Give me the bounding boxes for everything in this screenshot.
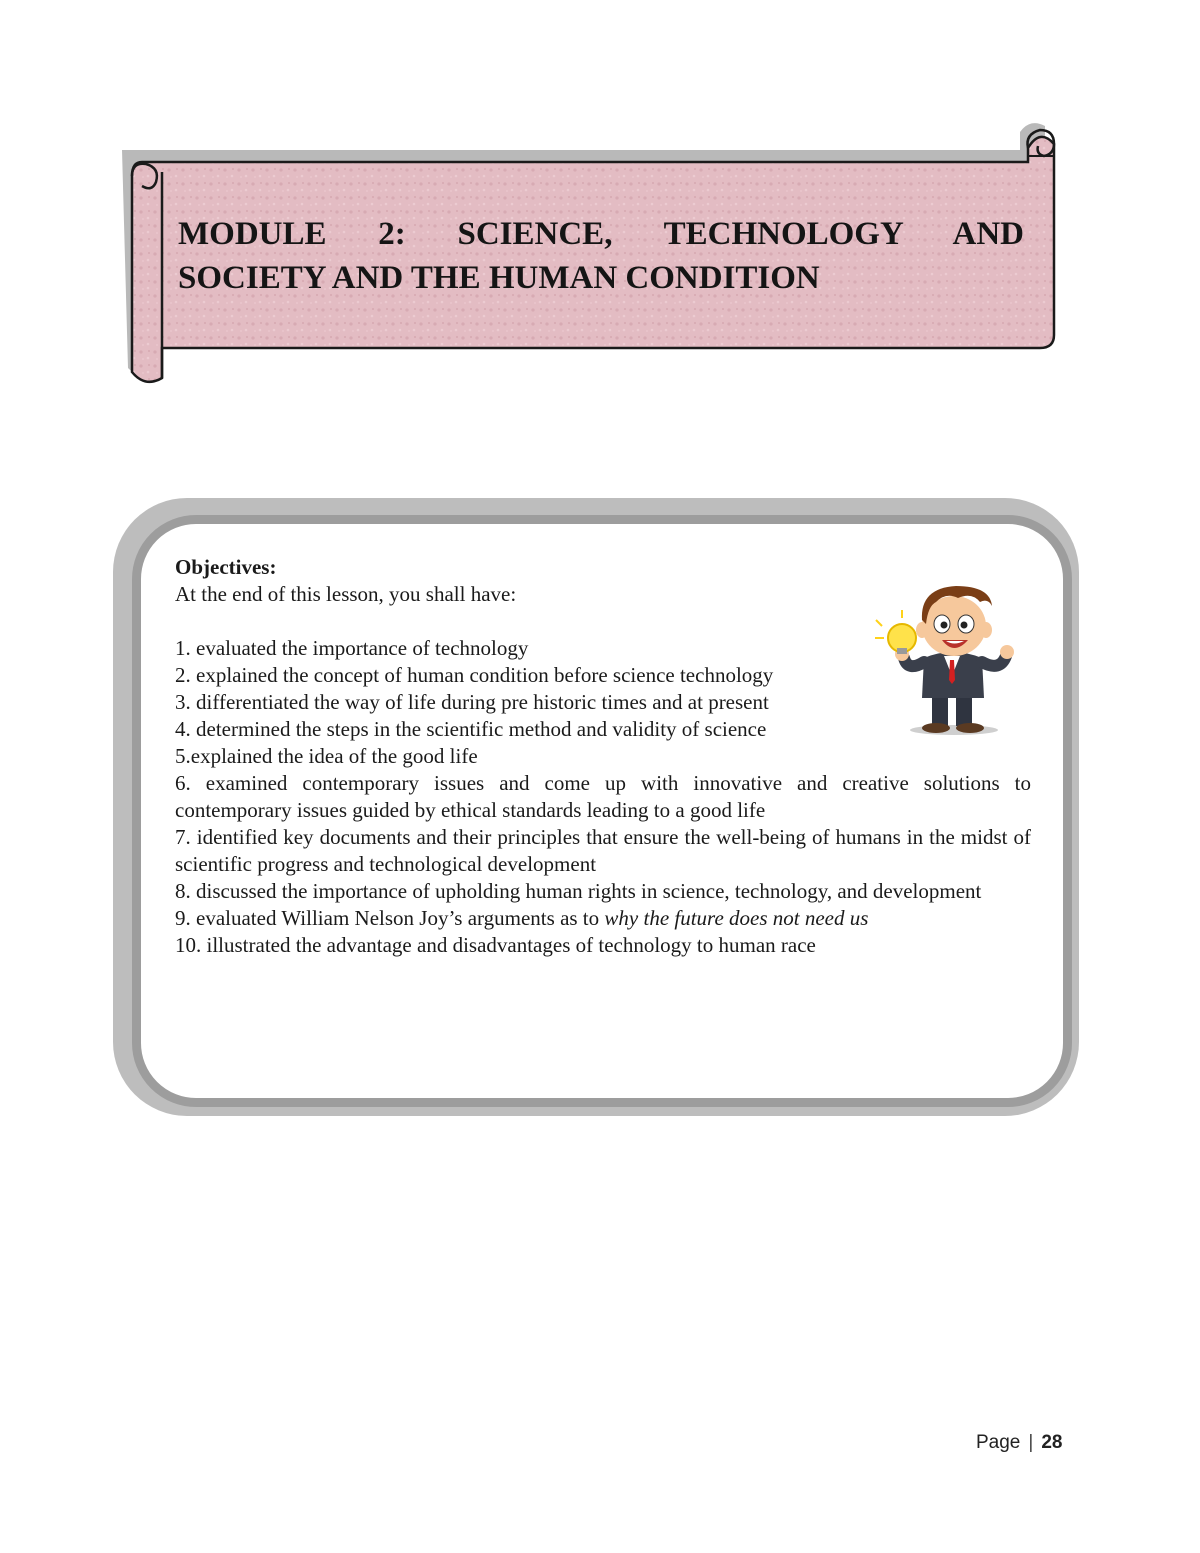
module-banner bbox=[110, 110, 1070, 400]
module-title-line2: SOCIETY AND THE HUMAN CONDITION bbox=[178, 260, 820, 296]
module-title bbox=[178, 212, 1024, 300]
objectives-heading: Objectives: bbox=[175, 555, 277, 579]
objective-item-9 bbox=[175, 905, 1031, 932]
objective-item: 1. evaluated the importance of technology bbox=[175, 636, 529, 660]
objective-item: 5.explained the idea of the good life bbox=[175, 744, 478, 768]
objective-item-9-italic: why the future does not need us bbox=[604, 906, 869, 930]
page-number: 28 bbox=[1041, 1432, 1063, 1453]
objective-item: 8. discussed the importance of upholding human rights in science, technology, and development bbox=[175, 879, 982, 903]
objective-item: 4. determined the steps in the scientific method and validity of science bbox=[175, 717, 767, 741]
businessman-lightbulb-icon bbox=[872, 580, 1018, 740]
objectives-intro: At the end of this lesson, you shall have: bbox=[175, 582, 517, 606]
objective-item: 2. explained the concept of human condition before science technology bbox=[175, 663, 774, 687]
objective-item-9-text: 9. evaluated William Nelson Joy’s arguments as to bbox=[175, 906, 605, 930]
page-separator: | bbox=[1028, 1432, 1034, 1453]
page-label: Page bbox=[976, 1432, 1021, 1453]
objective-item: 10. illustrated the advantage and disadvantages of technology to human race bbox=[175, 933, 816, 957]
objective-item: 3. differentiated the way of life during pre historic times and at present bbox=[175, 690, 769, 714]
module-title-line1: MODULE 2: SCIENCE, TECHNOLOGY AND bbox=[178, 216, 1024, 252]
page-footer bbox=[976, 1432, 1062, 1454]
objective-item: 7. identified key documents and their principles that ensure the well-being of humans in the midst of scientific progress and technological development bbox=[175, 825, 1031, 876]
objective-item: 6. examined contemporary issues and come up with innovative and creative solutions to contemporary issues guided by ethical standards leading to a good life bbox=[175, 771, 1031, 822]
